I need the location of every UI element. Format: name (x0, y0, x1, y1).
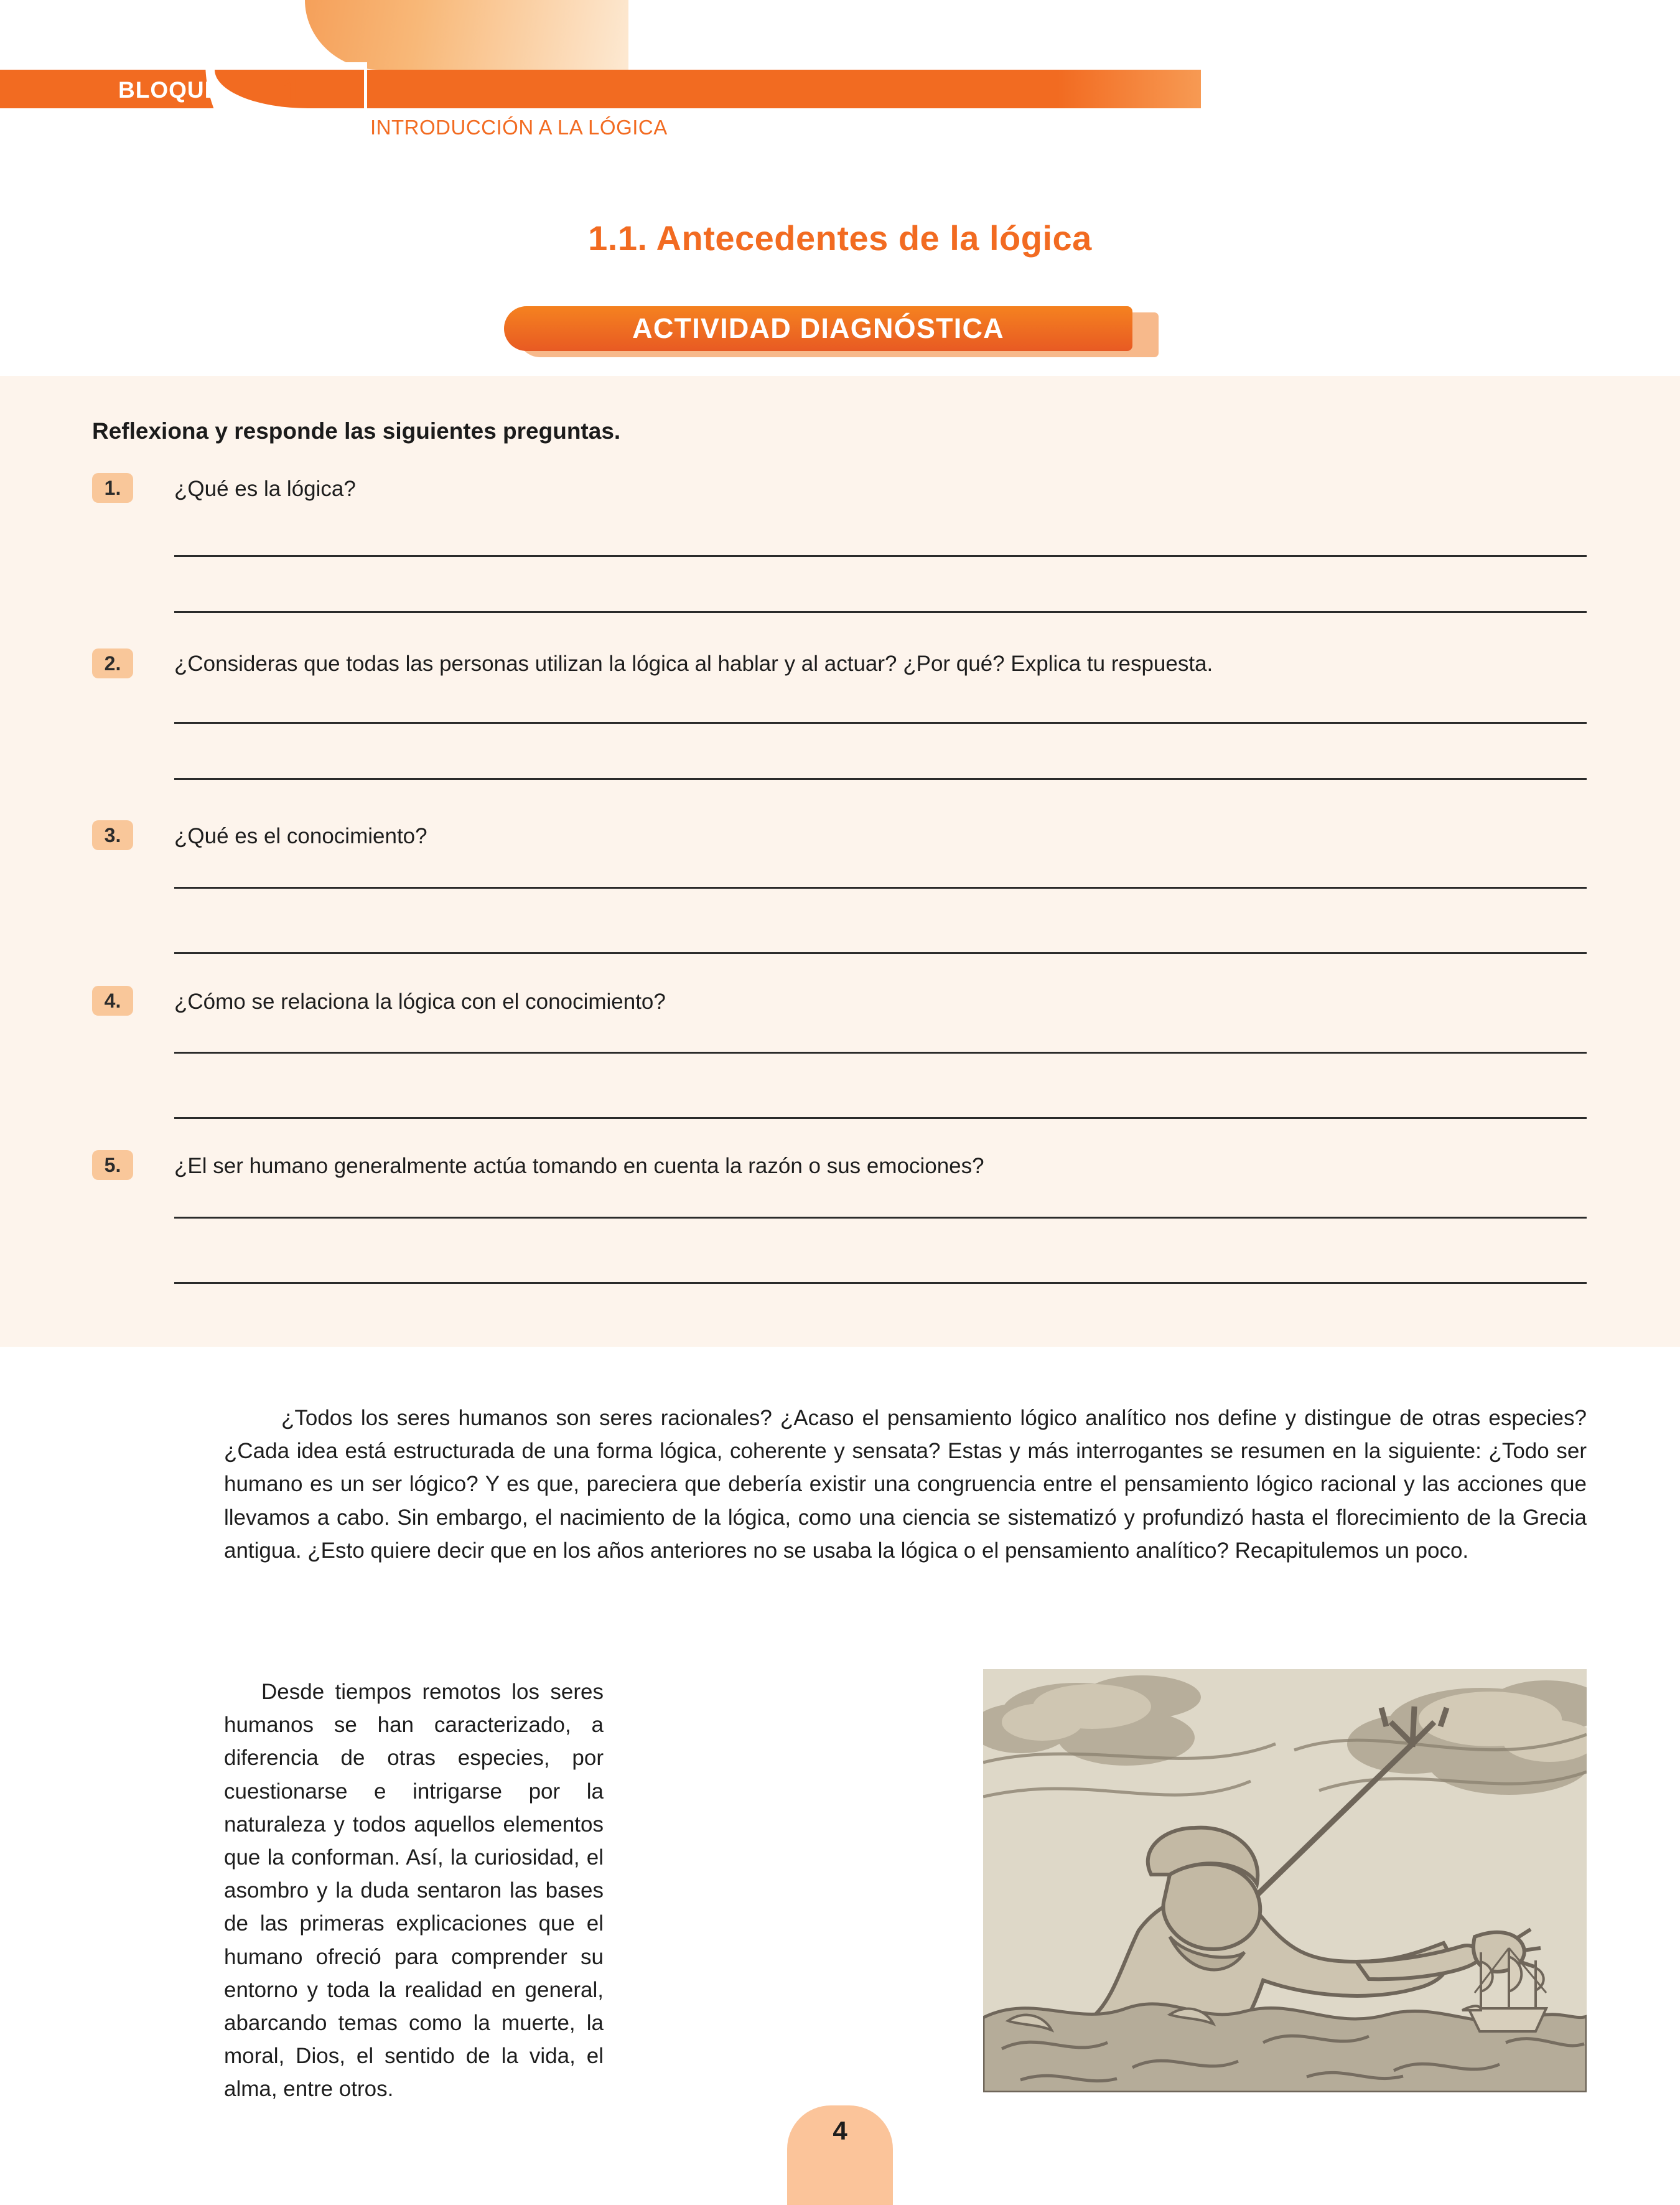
question-number: 4. (92, 986, 133, 1016)
activity-banner-label: ACTIVIDAD DIAGNÓSTICA (632, 312, 1004, 344)
answer-line[interactable] (174, 1052, 1587, 1054)
bloque-number: 1 (281, 70, 302, 112)
answer-line[interactable] (174, 555, 1587, 557)
answer-line[interactable] (174, 1217, 1587, 1219)
question-text: ¿Cómo se relaciona la lógica con el conocimiento? (174, 990, 666, 1014)
body-paragraph-1: ¿Todos los seres humanos son seres racionales? ¿Acaso el pensamiento lógico analítico nos define y distingue de otras especies? ¿Cada idea está estructurada de una forma lógica, coherente y sensata? Estas y más interrogantes se resumen en la siguiente: ¿Todo ser humano es un ser lógico? Y es que, pareciera que debería existir una congruencia entre el pensamiento lógico racional y las acciones que llevamos a cabo. Sin embargo, el nacimiento de la lógica, como una ciencia se sistematizó y profundizó hasta el florecimiento de la Grecia antigua. ¿Esto quiere decir que en los años anteriores no se usaba la lógica o el pensamiento analítico? Recapitulemos un poco. (224, 1406, 1587, 1563)
header-subtitle: INTRODUCCIÓN A LA LÓGICA (370, 116, 668, 139)
page-number: 4 (833, 2116, 847, 2145)
illustration-svg (983, 1669, 1587, 2092)
activity-panel (0, 376, 1680, 1347)
header-bar-gradient-end (1058, 70, 1201, 108)
question-text: ¿Qué es la lógica? (174, 477, 356, 501)
page-title: 1.1. Antecedentes de la lógica (588, 218, 1092, 258)
answer-line[interactable] (174, 1282, 1587, 1284)
answer-line[interactable] (174, 887, 1587, 889)
poseidon-trident-sea-illustration (983, 1669, 1587, 2092)
question-text: ¿Consideras que todas las personas utilizan la lógica al hablar y al actuar? ¿Por qué? Explica tu respuesta. (174, 652, 1213, 676)
question-number: 1. (92, 473, 133, 503)
answer-line[interactable] (174, 611, 1587, 613)
bloque-label: BLOQUE (118, 77, 221, 103)
answer-line[interactable] (174, 778, 1587, 780)
page-header (0, 0, 1680, 187)
question-text: ¿Qué es el conocimiento? (174, 824, 427, 848)
question-text: ¿El ser humano generalmente actúa tomando en cuenta la razón o sus emociones? (174, 1154, 984, 1178)
activity-banner (504, 306, 1170, 357)
answer-line[interactable] (174, 722, 1587, 724)
answer-line[interactable] (174, 952, 1587, 954)
question-number: 2. (92, 648, 133, 678)
answer-line[interactable] (174, 1117, 1587, 1119)
activity-instruction: Reflexiona y responde las siguientes preguntas. (92, 418, 621, 444)
activity-banner-main (504, 306, 1132, 351)
question-number: 3. (92, 820, 133, 850)
body-paragraph-2: Desde tiempos remotos los seres humanos se han caracterizado, a diferencia de otras especies, por cuestionarse e intrigarse por la naturaleza y todos aquellos elementos que la conforman. Así, la curiosidad, el asombro y la duda sentaron las bases de las primeras explicaciones que el humano ofreció para comprender su entorno y toda la realidad en general, abarcando temas como la muerte, la moral, Dios, el sentido de la vida, el alma, entre otros. (224, 1680, 604, 2102)
header-swoosh-decoration (305, 0, 628, 70)
question-number: 5. (92, 1150, 133, 1180)
